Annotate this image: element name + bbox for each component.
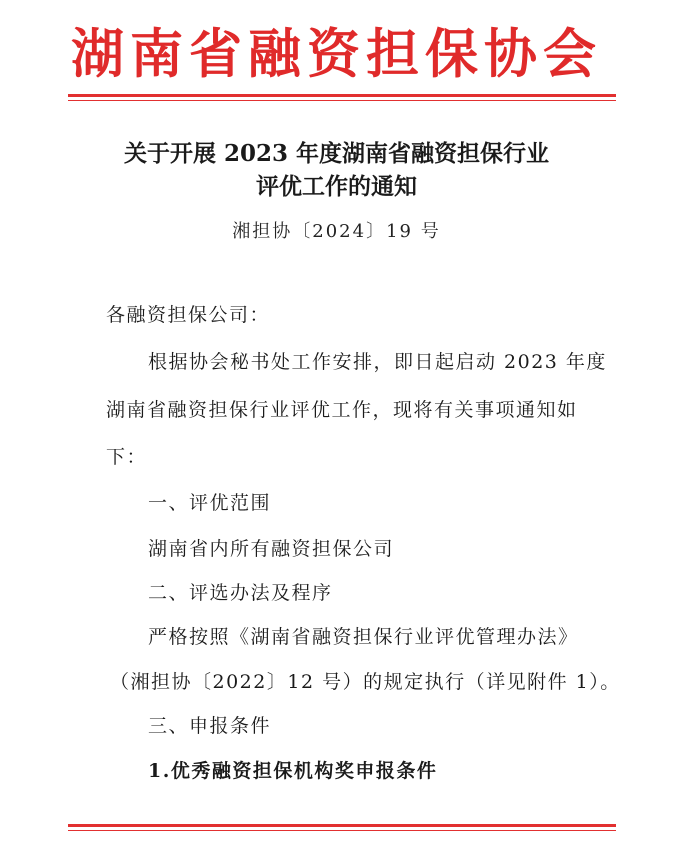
section2-heading: 二、评选办法及程序 bbox=[148, 582, 333, 604]
document-number: 湘担协〔2024〕19 号 bbox=[232, 221, 441, 242]
section2-line-1: 严格按照《湖南省融资担保行业评优管理办法》 bbox=[148, 626, 579, 648]
sub1-heading: 1.优秀融资担保机构奖申报条件 bbox=[148, 760, 438, 782]
header-rule-thick bbox=[68, 94, 616, 97]
org-letterhead: 湖南省融资担保协会 bbox=[71, 23, 602, 85]
intro-line-2: 湖南省融资担保行业评优工作，现将有关事项通知如 bbox=[106, 399, 578, 421]
salutation: 各融资担保公司： bbox=[106, 304, 271, 326]
header-rule-thin bbox=[68, 100, 616, 101]
section3-heading: 三、申报条件 bbox=[148, 715, 272, 737]
section1-text: 湖南省内所有融资担保公司 bbox=[148, 538, 395, 560]
intro-line-3: 下： bbox=[106, 446, 148, 468]
section1-heading: 一、评优范围 bbox=[148, 492, 272, 514]
footer-rule-thick bbox=[68, 824, 616, 827]
notice-title-line1: 关于开展 2023 年度湖南省融资担保行业 bbox=[123, 140, 550, 167]
notice-title-line2: 评优工作的通知 bbox=[256, 173, 417, 200]
intro-line-1: 根据协会秘书处工作安排，即日起启动 2023 年度 bbox=[148, 351, 607, 373]
footer-rule-thin bbox=[68, 830, 616, 831]
section2-line-2: （湘担协〔2022〕12 号）的规定执行（详见附件 1）。 bbox=[110, 671, 621, 693]
